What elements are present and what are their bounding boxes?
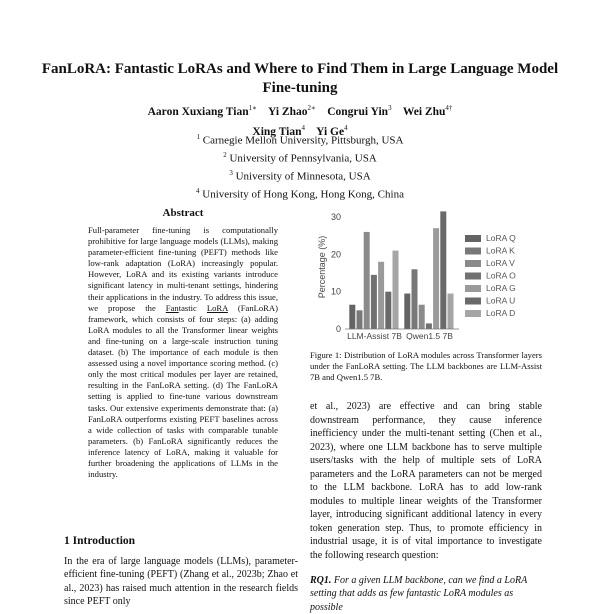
legend-label: LoRA G <box>486 283 516 293</box>
x-tick-label: LLM-Assist 7B <box>347 331 402 340</box>
author-line-1 <box>40 100 560 120</box>
y-tick-label: 0 <box>335 324 341 334</box>
bar <box>371 275 377 329</box>
figure-caption: Figure 1: Distribution of LoRA modules across Transformer layers under the FanLoRA setting. The LLM backbones are LLM-Assist 7B and Qwen1.5 7B. <box>310 350 542 382</box>
section-heading-introduction: 1 Introduction <box>64 535 136 547</box>
bar <box>357 310 363 329</box>
author: Yi Zhao$^{2∗}$ <box>267 104 316 118</box>
affiliation: $^2$ University of Pennsylvania, USA <box>223 151 377 165</box>
bar <box>393 251 399 329</box>
right-column-body: et al., 2023) are effective and can bring stable downstream performance, they cause inference inefficiency under the multi-tenant setting (Chen et al., 2023), where one LLM backbone has to serve multiple users/tasks with the help of multiple sets of LoRA parameters and the LoRA parameters can not be merged to the LLM backbone. LoRA has to add low-rank modules to multiple linear weights of the Transformer layer, introducing significant additional latency in every token generation step. Thus, to promote efficiency in industrial usage, it is of vital importance to investigate the following research question: <box>310 401 542 561</box>
bar <box>426 323 432 329</box>
legend-label: LoRA U <box>486 295 516 306</box>
abstract-body: Full-parameter fine-tuning is computationally prohibitive for large language models (LLMs), making parameter-efficient fine-tuning (PEFT) methods like low-rank adaptation (LoRA) increasingly popular. However, LoRA and its existing variants introduce significant latency in multi-tenant settings, hindering their applications in the industry. To address this issue, we propose the Fantastic LoRA (FanLoRA) framework, which consists of four steps: (a) adding LoRA modules to all the Transformer linear weights and fine-tuning on a large-scale instruction tuning dataset. (b) The importance of each module is then assessed using a novel importance scoring method. (c) only the most critical modules per layer are retained, resulting in the FanLoRA setting. (d) The FanLoRA setting is applied to fine-tune various downstream tasks. Our extensive experiments demonstrate that: (a) FanLoRA outperforms existing PEFT baselines across a wide collection of tasks with comparable tunable parameters. (b) FanLoRA significantly reduces the inference latency of LoRA, making it valuable for further broadening the applications of LLMs in the industry. <box>88 225 278 480</box>
legend-swatch <box>465 235 481 242</box>
affiliation: $^4$ University of Hong Kong, Hong Kong, China <box>196 187 404 202</box>
legend-swatch <box>465 248 481 255</box>
bar <box>419 305 425 329</box>
author: Xing Tian$^4$ <box>252 123 306 138</box>
legend-swatch <box>465 273 481 280</box>
author: Congrui Yin$^3$ <box>327 104 392 118</box>
legend-label: LoRA O <box>486 270 516 281</box>
bar <box>349 305 355 329</box>
bar <box>440 211 446 329</box>
y-tick-label: 20 <box>330 249 341 260</box>
x-tick-label: Qwen1.5 7B <box>406 331 453 340</box>
y-axis-label: Percentage (%) <box>317 235 327 299</box>
author: Wei Zhu$^{4\dagger}$ <box>402 104 453 118</box>
author: Aaron Xuxiang Tian$^{1∗}$ <box>147 104 257 118</box>
bar <box>378 262 384 329</box>
author: Yi Ge$^4$ <box>316 123 348 138</box>
bar <box>364 232 370 329</box>
y-tick-label: 10 <box>330 286 341 297</box>
legend-swatch <box>465 310 481 317</box>
bar <box>385 292 391 329</box>
paper-title: FanLoRA: Fantastic LoRAs and Where to Find Them in Large Language Model Fine-tuning <box>41 61 559 96</box>
figure-1-bar-chart <box>305 205 565 340</box>
legend-label: LoRA K <box>486 245 515 256</box>
bar <box>448 294 454 329</box>
legend-label: LoRA V <box>486 258 515 268</box>
bar <box>433 228 439 329</box>
legend-label: LoRA D <box>486 308 516 318</box>
y-tick-label: 30 <box>330 212 341 222</box>
abstract-heading: Abstract <box>162 207 204 219</box>
legend-swatch <box>465 285 481 292</box>
legend-swatch <box>465 260 481 267</box>
research-question: RQ1. For a given LLM backbone, can we find a LoRA setting that adds as few fantastic LoRA modules as possible <box>310 575 528 613</box>
introduction-body: In the era of large language models (LLMs), parameter-efficient fine-tuning (PEFT) (Zhang et al., 2023b; Zhao et al., 2023) has raised much attention in the research fields since PEFT only <box>64 556 298 607</box>
affiliation: $^3$ University of Minnesota, USA <box>229 169 371 183</box>
legend-swatch <box>465 298 481 305</box>
bar <box>404 294 410 329</box>
affiliations <box>40 130 560 203</box>
legend-label: LoRA Q <box>486 233 516 243</box>
affiliation: $^1$ Carnegie Mellon University, Pittsburgh, USA <box>196 133 404 147</box>
bar <box>412 269 418 329</box>
